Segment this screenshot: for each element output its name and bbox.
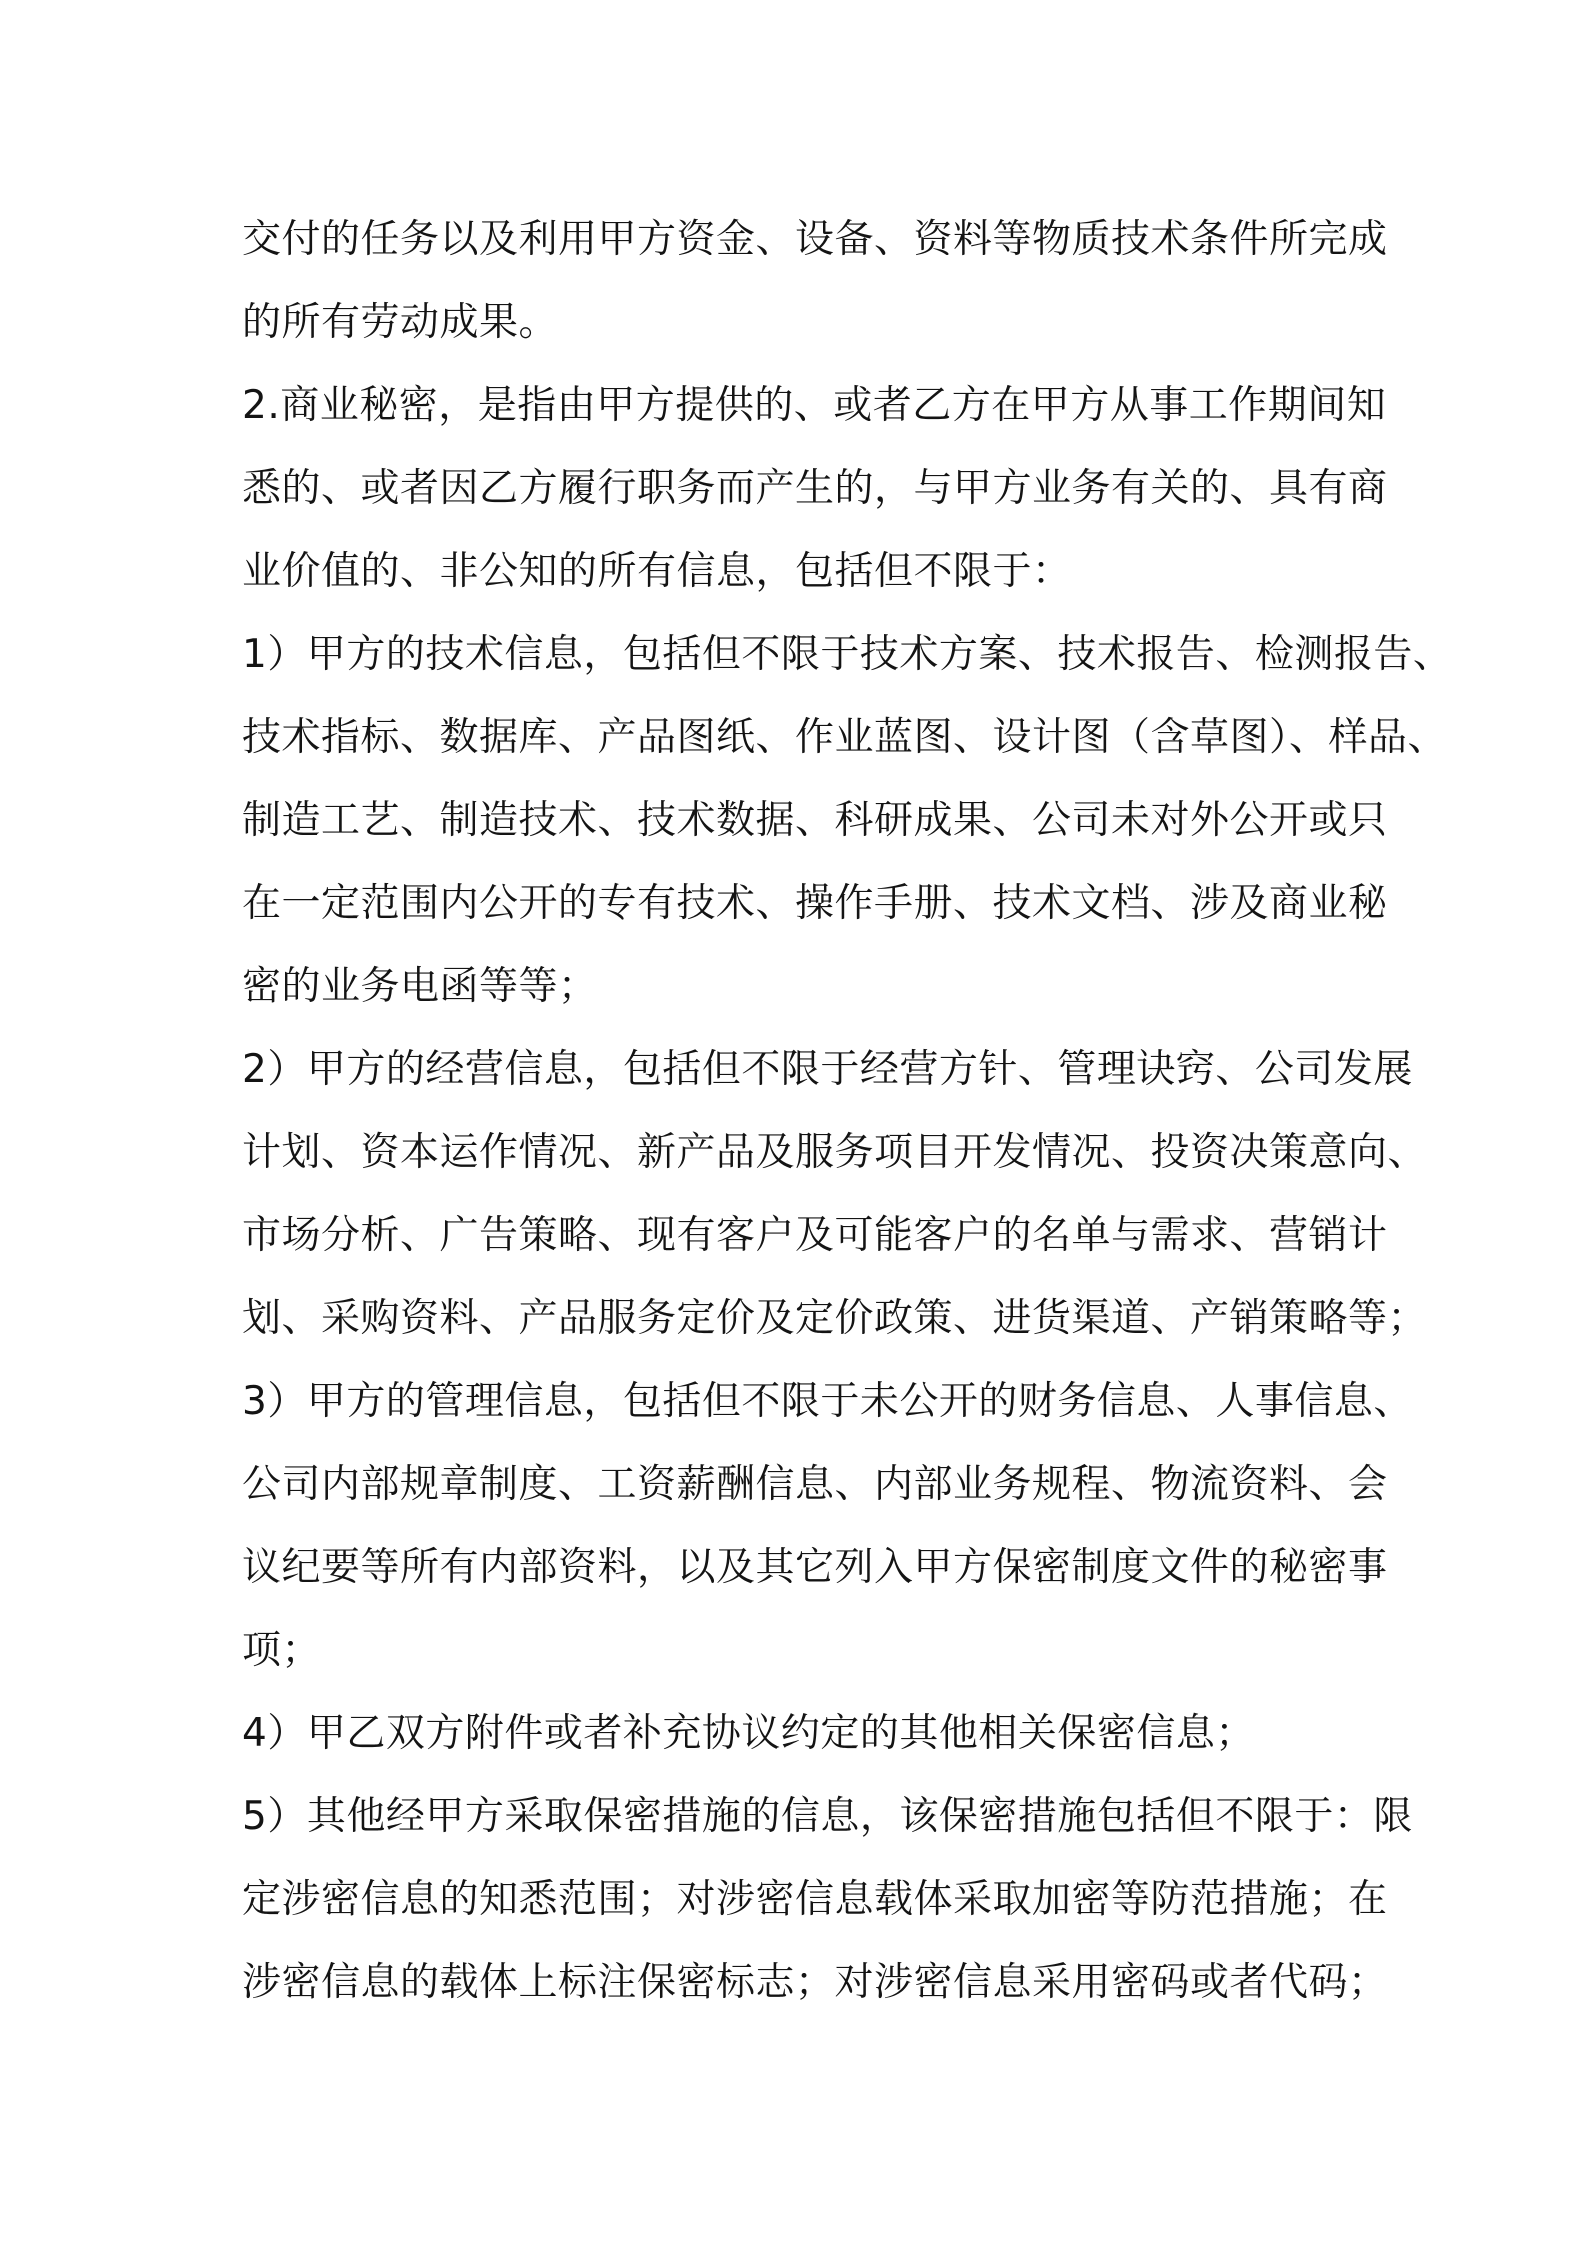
text-line: 悉的、或者因乙方履行职务而产生的，与甲方业务有关的、具有商 bbox=[242, 466, 1388, 511]
text-line: 密的业务电函等等； bbox=[242, 964, 598, 1009]
text-line: 技术指标、数据库、产品图纸、作业蓝图、设计图（含草图）、样品、 bbox=[242, 715, 1448, 760]
text-line: 业价值的、非公知的所有信息，包括但不限于： bbox=[242, 549, 1072, 594]
text-line: 交付的任务以及利用甲方资金、设备、资料等物质技术条件所完成 bbox=[242, 217, 1388, 262]
text-line: 涉密信息的载体上标注保密标志；对涉密信息采用密码或者代码； bbox=[242, 1960, 1388, 2005]
text-line: 议纪要等所有内部资料，以及其它列入甲方保密制度文件的秘密事 bbox=[242, 1545, 1388, 1590]
text-line: 项； bbox=[242, 1628, 322, 1673]
text-line: 3）甲方的管理信息，包括但不限于未公开的财务信息、人事信息、 bbox=[242, 1379, 1413, 1424]
text-line: 4）甲乙双方附件或者补充协议约定的其他相关保密信息； bbox=[242, 1711, 1255, 1756]
text-line: 计划、资本运作情况、新产品及服务项目开发情况、投资决策意向、 bbox=[242, 1130, 1428, 1175]
text-line: 定涉密信息的知悉范围；对涉密信息载体采取加密等防范措施；在 bbox=[242, 1877, 1388, 1922]
document-body bbox=[242, 198, 1453, 2024]
text-line: 市场分析、广告策略、现有客户及可能客户的名单与需求、营销计 bbox=[242, 1213, 1388, 1258]
text-line: 2.商业秘密，是指由甲方提供的、或者乙方在甲方从事工作期间知 bbox=[242, 383, 1387, 428]
text-line: 公司内部规章制度、工资薪酬信息、内部业务规程、物流资料、会 bbox=[242, 1462, 1388, 1507]
text-line: 1）甲方的技术信息，包括但不限于技术方案、技术报告、检测报告、 bbox=[242, 632, 1453, 677]
text-line: 在一定范围内公开的专有技术、操作手册、技术文档、涉及商业秘 bbox=[242, 881, 1388, 926]
text-line: 的所有劳动成果。 bbox=[242, 300, 559, 345]
text-line: 2）甲方的经营信息，包括但不限于经营方针、管理诀窍、公司发展 bbox=[242, 1047, 1413, 1092]
text-line: 5）其他经甲方采取保密措施的信息，该保密措施包括但不限于：限 bbox=[242, 1794, 1413, 1839]
text-line: 制造工艺、制造技术、技术数据、科研成果、公司未对外公开或只 bbox=[242, 798, 1388, 843]
text-line: 划、采购资料、产品服务定价及定价政策、进货渠道、产销策略等； bbox=[242, 1296, 1428, 1341]
